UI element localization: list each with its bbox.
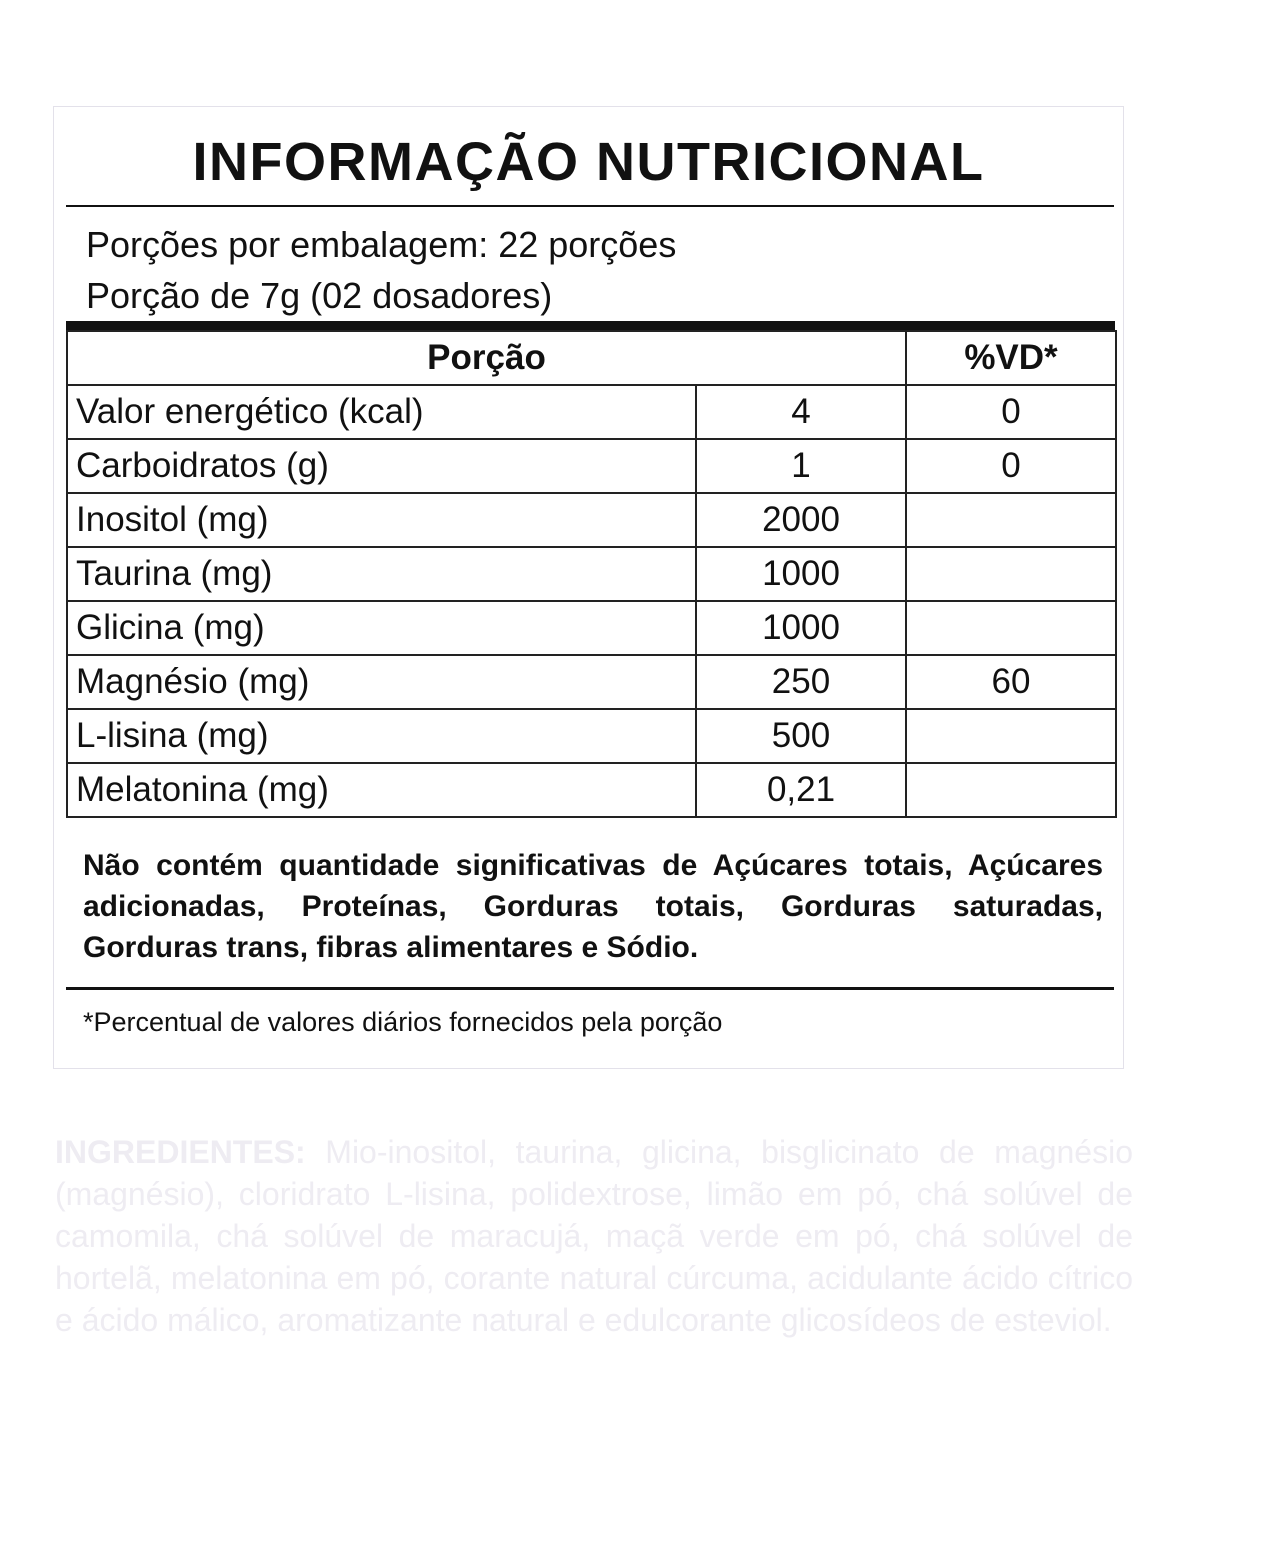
nutrient-name: Magnésio (mg) [67,655,696,709]
table-row [67,763,1116,817]
footnote-divider [66,987,1114,990]
not-significant-note: Não contém quantidade significativas de Açúcares totais, Açúcares adicionadas, Proteínas, Gorduras totais, Gorduras saturadas, Gorduras trans, fibras alimentares e Sódio. [83,849,1103,964]
servings-per-package: Porções por embalagem: 22 porções [86,224,677,265]
nutrient-value: 0,21 [696,763,906,817]
nutrient-daily-value [906,493,1116,547]
nutrient-name: Taurina (mg) [67,547,696,601]
nutrient-value: 500 [696,709,906,763]
table-row [67,439,1116,493]
ingredients-label: INGREDIENTES: [55,1134,306,1170]
nutrient-value: 1000 [696,547,906,601]
table-row [67,493,1116,547]
nutrient-name: Valor energético (kcal) [67,385,696,439]
nutrient-value: 1 [696,439,906,493]
nutrient-daily-value [906,547,1116,601]
nutrition-table [66,330,1117,818]
nutrient-value: 250 [696,655,906,709]
nutrient-daily-value [906,601,1116,655]
nutrient-value: 2000 [696,493,906,547]
table-row [67,385,1116,439]
nutrient-daily-value [906,763,1116,817]
table-row [67,547,1116,601]
nutrient-value: 4 [696,385,906,439]
daily-value-footnote: *Percentual de valores diários fornecidos pela porção [83,1007,723,1037]
nutrient-name: Inositol (mg) [67,493,696,547]
nutrient-daily-value: 0 [906,439,1116,493]
nutrient-daily-value: 0 [906,385,1116,439]
ingredients-list: Mio-inositol, taurina, glicina, bisglicinato de magnésio (magnésio), cloridrato L-lisina, polidextrose, limão em pó, chá solúvel de camomila, chá solúvel de maracujá, maçã verde em pó, chá solúvel de hortelã, melatonina em pó, corante natural cúrcuma, acidulante ácido cítrico e ácido málico, aromatizante natural e edulcorante glicosídeos de esteviol. [55,1134,1133,1338]
header-daily-value: %VD* [906,331,1116,385]
nutrient-name: Glicina (mg) [67,601,696,655]
nutrition-table-wrapper [66,321,1115,818]
title-divider [66,205,1114,207]
header-portion: Porção [67,331,906,385]
nutrition-facts-panel [53,106,1124,1069]
nutrient-daily-value: 60 [906,655,1116,709]
label-title: INFORMAÇÃO NUTRICIONAL [192,132,985,192]
ingredients-text [55,1131,1133,1341]
nutrient-name: Melatonina (mg) [67,763,696,817]
table-header-row [67,331,1116,385]
servings-info [86,219,676,321]
nutrient-daily-value [906,709,1116,763]
table-row [67,601,1116,655]
table-row [67,655,1116,709]
serving-size: Porção de 7g (02 dosadores) [86,275,553,316]
nutrient-value: 1000 [696,601,906,655]
table-row [67,709,1116,763]
nutrient-name: L-lisina (mg) [67,709,696,763]
nutrient-name: Carboidratos (g) [67,439,696,493]
